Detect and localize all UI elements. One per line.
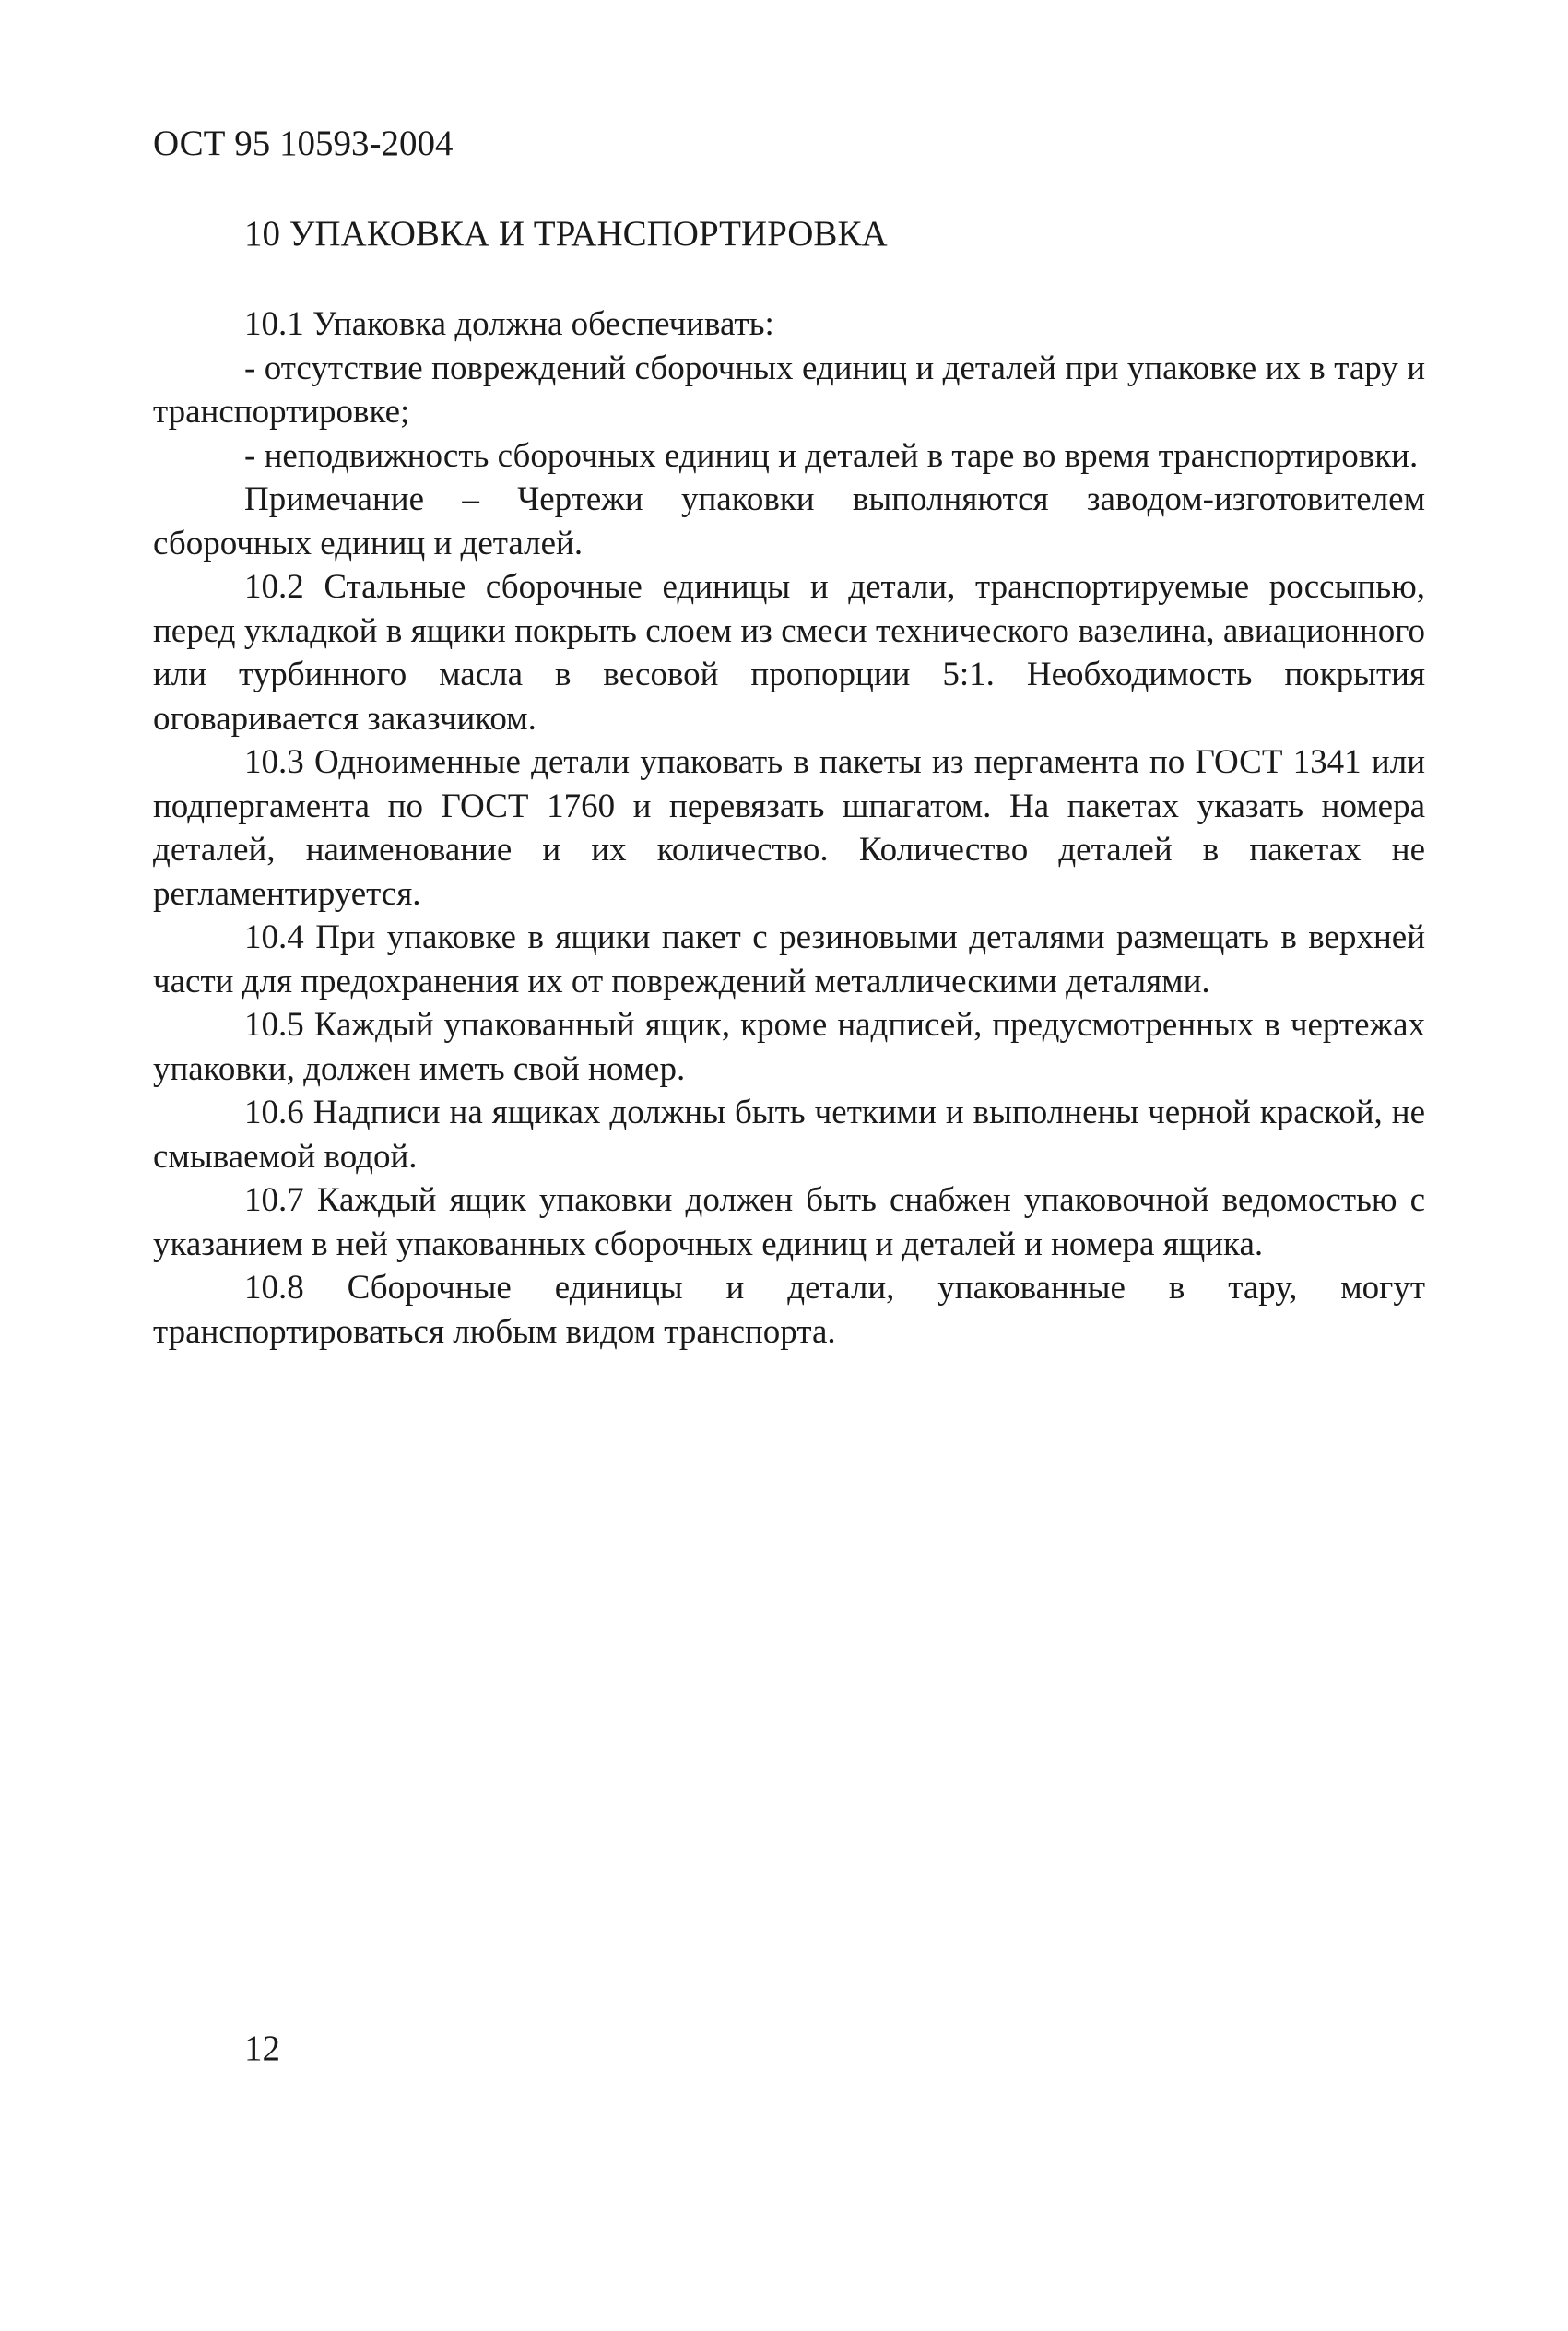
- list-item-no-damage: - отсутствие повреждений сборочных единиц и деталей при упаковке их в тару и транспортировке;: [153, 349, 1425, 431]
- page-number: 12: [244, 2029, 280, 2068]
- document-code: ОСТ 95 10593-2004: [153, 124, 454, 163]
- paragraph-10-2: 10.2 Стальные сборочные единицы и детали, транспортируемые россыпью, перед укладкой в ящики покрыть слоем из смеси технического вазелина, авиационного или турбинного масла в весовой пропорции 5:1. Необходимость покрытия оговаривается заказчиком.: [153, 568, 1425, 738]
- paragraph-10-6: 10.6 Надписи на ящиках должны быть четкими и выполнены черной краской, не смываемой водой.: [153, 1094, 1425, 1176]
- paragraph-10-3: 10.3 Одноименные детали упаковать в пакеты из пергамента по ГОСТ 1341 или подпергамента по ГОСТ 1760 и перевязать шпагатом. На пакетах указать номера деталей, наименование и их количество. Количество деталей в пакетах не регламентируется.: [153, 743, 1425, 913]
- paragraph-10-8: 10.8 Сборочные единицы и детали, упакованные в тару, могут транспортироваться любым видом транспорта.: [153, 1269, 1425, 1351]
- paragraph-10-4: 10.4 При упаковке в ящики пакет с резиновыми деталями размещать в верхней части для предохранения их от повреждений металлическими деталями.: [153, 918, 1425, 1000]
- list-item-immobility: - неподвижность сборочных единиц и деталей в таре во время транспортировки.: [244, 436, 1419, 475]
- section-title: 10 УПАКОВКА И ТРАНСПОРТИРОВКА: [244, 214, 888, 254]
- paragraph-10-1: 10.1 Упаковка должна обеспечивать:: [244, 305, 774, 343]
- note-paragraph: Примечание – Чертежи упаковки выполняются заводом-изготовителем сборочных единиц и деталей.: [153, 480, 1425, 562]
- section-body: [153, 302, 1425, 1354]
- paragraph-10-5: 10.5 Каждый упакованный ящик, кроме надписей, предусмотренных в чертежах упаковки, должен иметь свой номер.: [153, 1006, 1425, 1088]
- paragraph-10-7: 10.7 Каждый ящик упаковки должен быть снабжен упаковочной ведомостью с указанием в ней упакованных сборочных единиц и деталей и номера ящика.: [153, 1181, 1425, 1263]
